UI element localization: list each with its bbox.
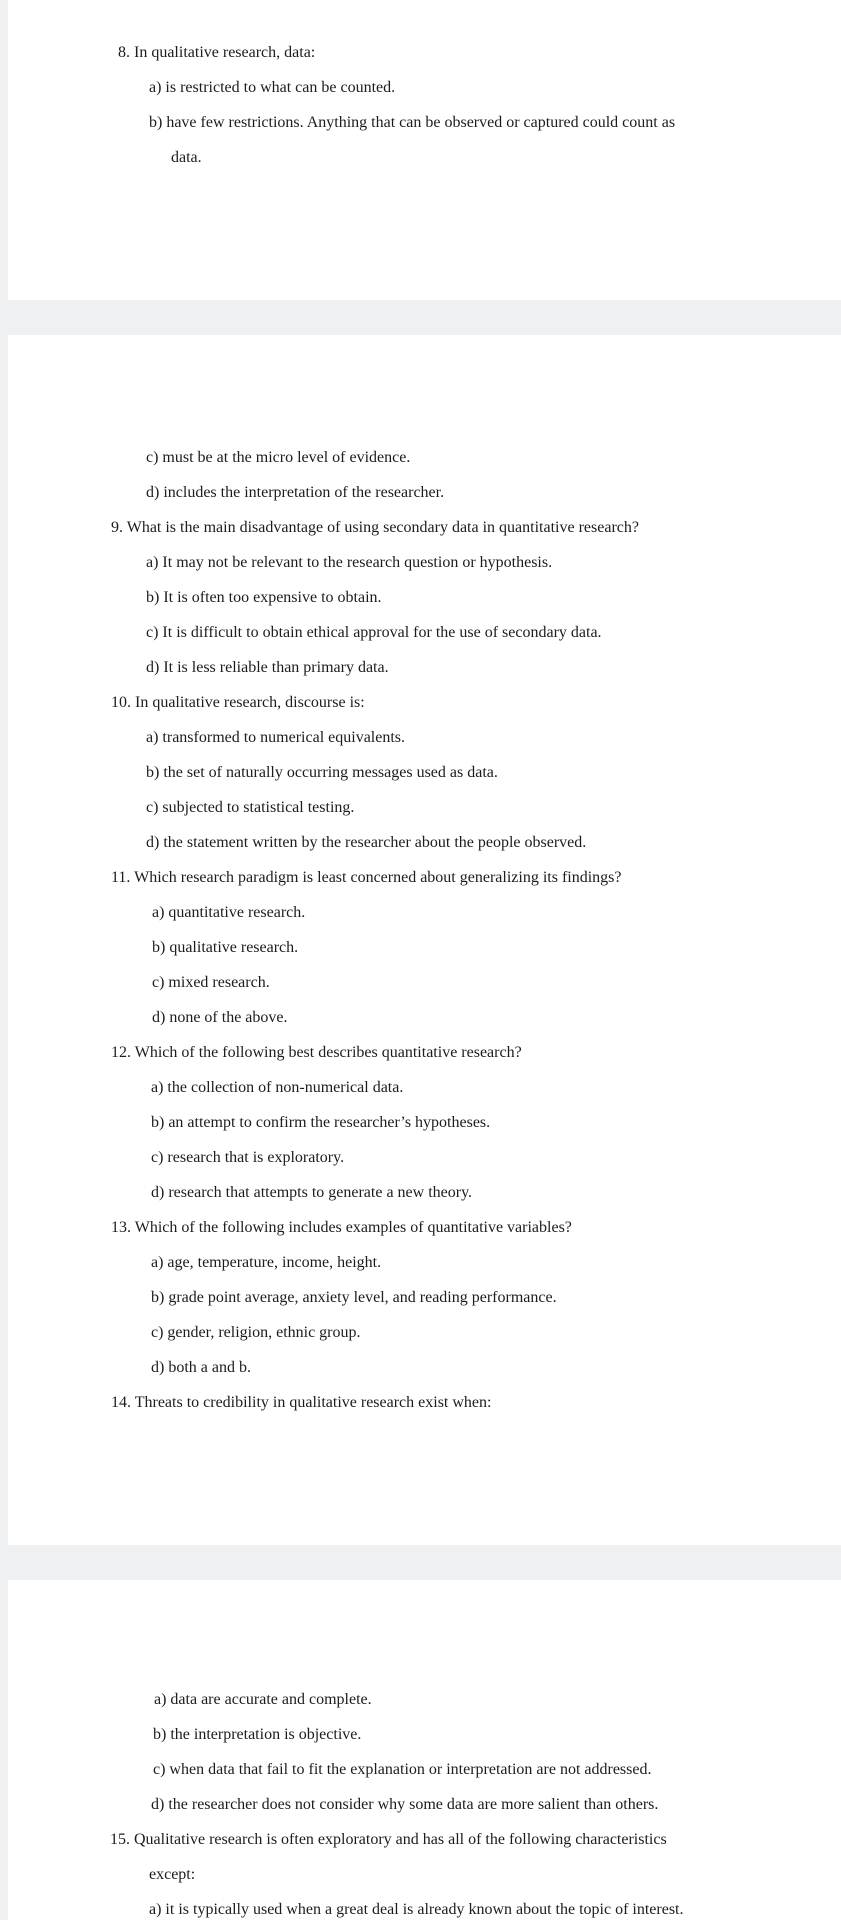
question-14-option-a: a) data are accurate and complete. [154, 1691, 372, 1708]
question-15-continued: except: [149, 1866, 196, 1883]
question-14-option-c: c) when data that fail to fit the explanation or interpretation are not addressed. [153, 1761, 652, 1778]
question-12: 12. Which of the following best describes quantitative research? [111, 1044, 522, 1061]
question-11-option-a: a) quantitative research. [152, 904, 306, 921]
question-15-option-a: a) it is typically used when a great deal is already known about the topic of interest. [149, 1901, 684, 1918]
question-15: 15. Qualitative research is often exploratory and has all of the following characteristics [110, 1831, 667, 1848]
question-10-option-b: b) the set of naturally occurring messages used as data. [146, 764, 498, 781]
question-13-option-d: d) both a and b. [151, 1359, 251, 1376]
question-11: 11. Which research paradigm is least concerned about generalizing its findings? [111, 869, 622, 886]
document-page-2 [8, 335, 841, 1545]
question-11-option-d: d) none of the above. [152, 1009, 288, 1026]
question-14: 14. Threats to credibility in qualitative research exist when: [111, 1394, 492, 1411]
question-13: 13. Which of the following includes examples of quantitative variables? [111, 1219, 572, 1236]
question-14-option-b: b) the interpretation is objective. [153, 1726, 362, 1743]
question-12-option-d: d) research that attempts to generate a new theory. [151, 1184, 473, 1201]
question-9-option-b: b) It is often too expensive to obtain. [146, 589, 382, 606]
question-8-option-b-continued: data. [171, 149, 202, 166]
question-10-option-d: d) the statement written by the researcher about the people observed. [146, 834, 587, 851]
question-12-option-a: a) the collection of non-numerical data. [151, 1079, 404, 1096]
document-page-3 [8, 1580, 841, 1920]
question-12-option-b: b) an attempt to confirm the researcher’s hypotheses. [151, 1114, 491, 1131]
question-14-option-d: d) the researcher does not consider why some data are more salient than others. [151, 1796, 659, 1813]
question-8: 8. In qualitative research, data: [118, 44, 316, 61]
question-8-option-b: b) have few restrictions. Anything that can be observed or captured could count as [149, 114, 676, 131]
question-8-option-c: c) must be at the micro level of evidence. [146, 449, 411, 466]
question-9-option-d: d) It is less reliable than primary data. [146, 659, 389, 676]
question-8-option-d: d) includes the interpretation of the researcher. [146, 484, 445, 501]
question-11-option-b: b) qualitative research. [152, 939, 299, 956]
question-10-option-c: c) subjected to statistical testing. [146, 799, 355, 816]
question-13-option-b: b) grade point average, anxiety level, and reading performance. [151, 1289, 557, 1306]
document-page-1 [8, 0, 841, 300]
question-9-option-c: c) It is difficult to obtain ethical approval for the use of secondary data. [146, 624, 602, 641]
question-12-option-c: c) research that is exploratory. [151, 1149, 345, 1166]
question-13-option-c: c) gender, religion, ethnic group. [151, 1324, 361, 1341]
question-10: 10. In qualitative research, discourse is: [111, 694, 365, 711]
question-9-option-a: a) It may not be relevant to the research question or hypothesis. [146, 554, 553, 571]
question-13-option-a: a) age, temperature, income, height. [151, 1254, 382, 1271]
question-8-option-a: a) is restricted to what can be counted. [149, 79, 396, 96]
question-11-option-c: c) mixed research. [152, 974, 270, 991]
question-9: 9. What is the main disadvantage of using secondary data in quantitative research? [111, 519, 639, 536]
question-10-option-a: a) transformed to numerical equivalents. [146, 729, 406, 746]
